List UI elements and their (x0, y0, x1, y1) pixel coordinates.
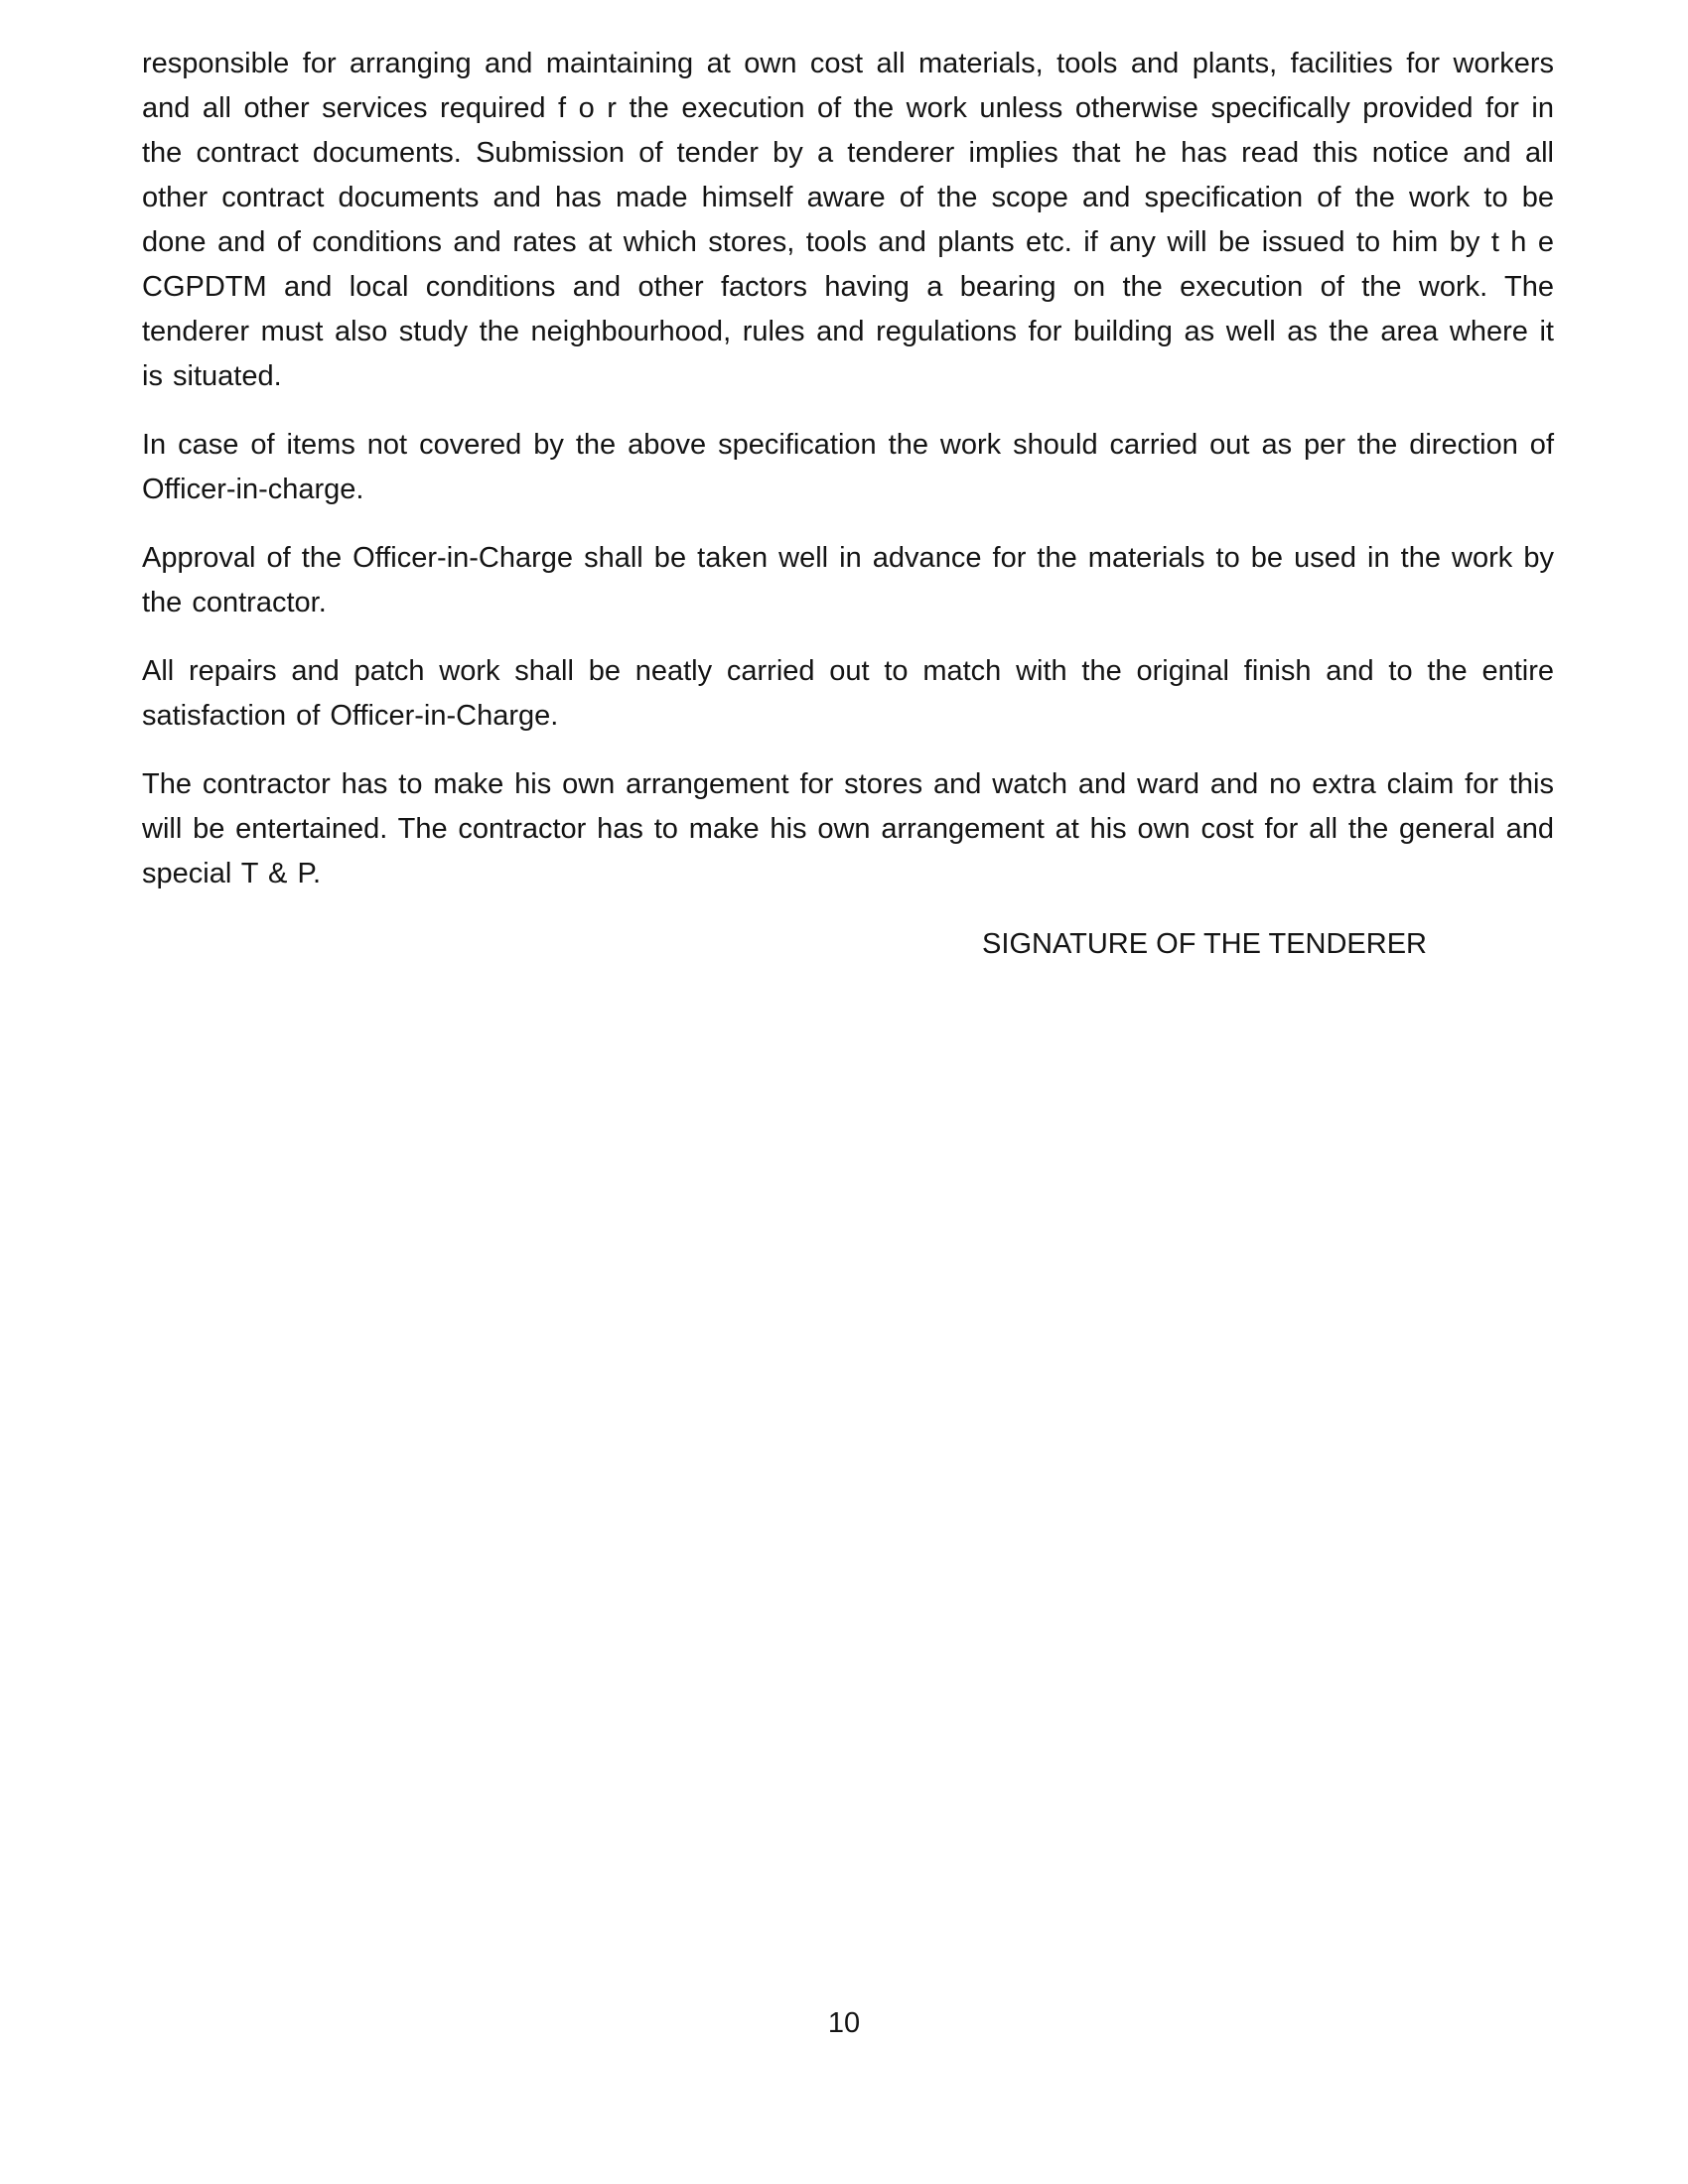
page-number: 10 (827, 2007, 861, 2039)
paragraph-contractor-arrangements: The contractor has to make his own arrangement for stores and watch and ward and no extra claim for this will be entertained. The contractor has to make his own arrangement at his own cost for all the general and special T & P. (142, 768, 1554, 889)
paragraph-general-conditions: responsible for arranging and maintaining at own cost all materials, tools and plants, facilities for workers and all other services required f o r the execution of the work unless otherwise specifically provided for in the contract documents. Submission of tender by a tenderer implies that he has read this notice and all other contract documents and has made himself aware of the scope and specification of the work to be done and of conditions and rates at which stores, tools and plants etc. if any will be issued to him by t h e CGPDTM and local conditions and other factors having a bearing on the execution of the work. The tenderer must also study the neighbourhood, rules and regulations for building as well as the area where it is situated. (142, 48, 1554, 392)
signature-of-tenderer-label: SIGNATURE OF THE TENDERER (982, 928, 1427, 960)
paragraph-items-not-covered: In case of items not covered by the above specification the work should carried out as per the direction of Officer-in-charge. (142, 429, 1554, 505)
paragraph-repairs-and-patch-work: All repairs and patch work shall be neatly carried out to match with the original finish and to the entire satisfaction of Officer-in-Charge. (142, 655, 1554, 732)
paragraph-approval-of-materials: Approval of the Officer-in-Charge shall be taken well in advance for the materials to be used in the work by the contractor. (142, 542, 1554, 618)
